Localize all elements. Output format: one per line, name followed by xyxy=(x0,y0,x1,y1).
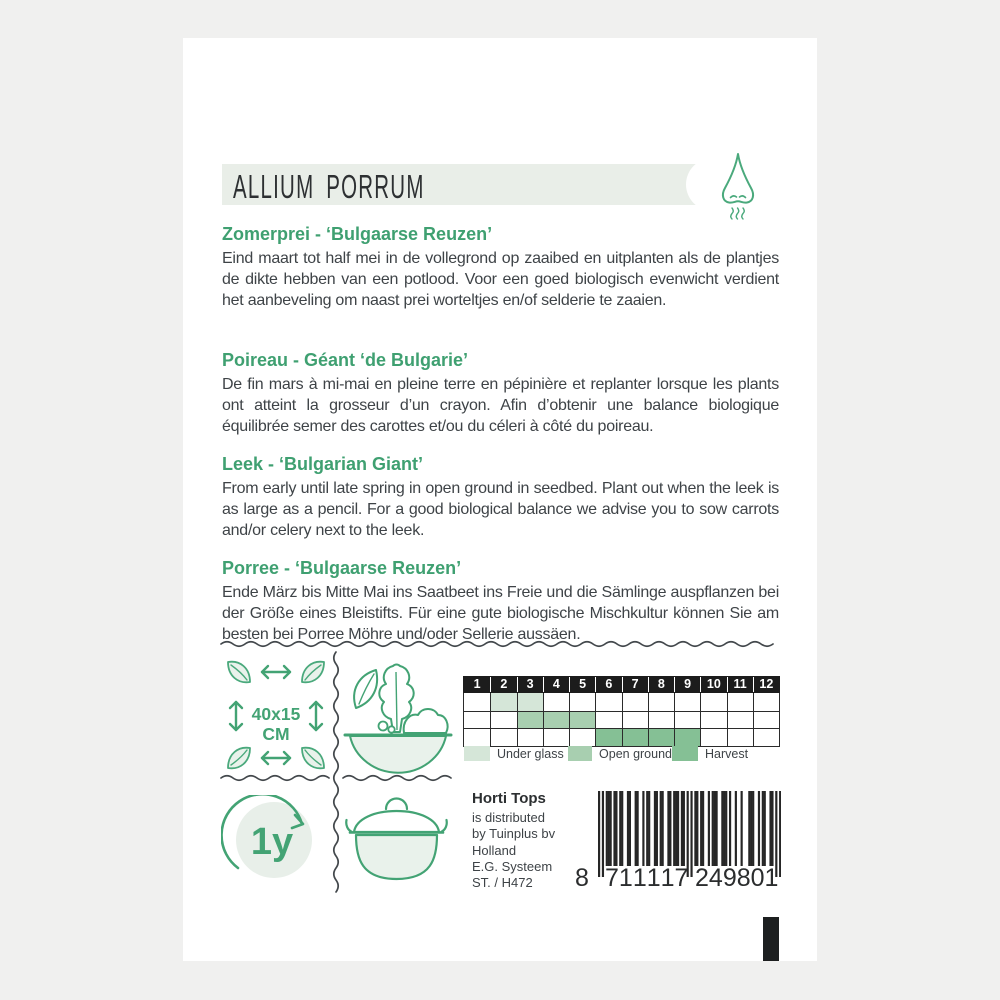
calendar-cell xyxy=(622,711,648,729)
calendar-cell xyxy=(543,728,569,746)
calendar-cell xyxy=(490,728,516,746)
calendar-cell xyxy=(727,693,753,711)
barcode-digit: 1 xyxy=(646,864,661,892)
calendar-month-cell: 9 xyxy=(674,677,700,692)
distributor-info xyxy=(472,790,592,891)
barcode-digit: 8 xyxy=(736,864,751,892)
calendar-cell xyxy=(595,728,621,746)
calendar-cell xyxy=(464,693,490,711)
legend-swatch xyxy=(464,746,490,761)
calendar-cell xyxy=(595,693,621,711)
section-french xyxy=(222,348,779,437)
species-title: ALLIUM PORRUM xyxy=(233,168,425,205)
distributor-lines xyxy=(472,810,592,891)
barcode-digit: 7 xyxy=(674,864,689,892)
calendar-month-cell: 6 xyxy=(595,677,621,692)
calendar-cell xyxy=(517,728,543,746)
barcode-digits-left xyxy=(605,864,689,893)
calendar-month-cell: 8 xyxy=(648,677,674,692)
barcode-digit: 0 xyxy=(750,864,765,892)
legend-label: Under glass xyxy=(497,746,564,761)
calendar-month-cell: 4 xyxy=(543,677,569,692)
calendar-cell xyxy=(648,693,674,711)
cycle-duration-label: 1y xyxy=(250,821,294,863)
section-body: Ende März bis Mitte Mai ins Saatbeet ins Freie und die Sämlinge auspflanzen bei der Größe eines Bleistifts. Für eine gute biologische Mischkultur können Sie am besten bei Porree Möhre und/oder Sellerie aussäen. xyxy=(222,584,779,643)
calendar-cell xyxy=(727,711,753,729)
section-heading: Zomerprei - ‘Bulgaarse Reuzen’ xyxy=(222,224,493,244)
calendar-cell xyxy=(464,728,490,746)
distributor-line: E.G. Systeem xyxy=(472,858,553,874)
barcode-digit: 1 xyxy=(660,864,675,892)
distributor-line: by Tuinplus bv xyxy=(472,826,556,842)
calendar-month-cell: 3 xyxy=(517,677,543,692)
calendar-cell xyxy=(569,693,595,711)
section-body: From early until late spring in open ground in seedbed. Plant out when the leek is as large as a pencil. For a good biological balance we advise you to sow carrots and/or celery next to the leek. xyxy=(222,480,779,539)
distributor-brand: Horti Tops xyxy=(472,790,546,807)
barcode-digit: 4 xyxy=(708,864,723,892)
section-german xyxy=(222,556,779,645)
calendar-cell xyxy=(622,693,648,711)
salad-bowl-icon xyxy=(343,654,453,774)
divider-squiggle-vertical xyxy=(332,651,340,893)
calendar-month-cell: 7 xyxy=(622,677,648,692)
calendar-month-cell: 11 xyxy=(727,677,753,692)
calendar-cell xyxy=(569,711,595,729)
section-body: Eind maart tot half mei in de vollegrond op zaaibed en uitplanten als de plantjes de dikte hebben van een potlood. Voor een goed biologisch evenwicht verdient het aanbeveling om naast prei worteltjes en/of selderie te zaaien. xyxy=(222,250,779,309)
calendar-cell xyxy=(700,711,726,729)
calendar-cell xyxy=(753,693,779,711)
calendar-cell xyxy=(753,728,779,746)
section-heading: Poireau - Géant ‘de Bulgarie’ xyxy=(222,350,469,370)
sowing-calendar xyxy=(463,676,780,747)
barcode-digit: 1 xyxy=(764,864,779,892)
barcode-digit: 2 xyxy=(695,864,709,892)
calendar-cell xyxy=(753,711,779,729)
calendar-cell xyxy=(700,728,726,746)
calendar-grid xyxy=(463,693,780,747)
calendar-cell xyxy=(648,728,674,746)
divider-squiggle-middle xyxy=(342,774,456,782)
spacing-unit: CM xyxy=(262,724,290,744)
section-heading: Leek - ‘Bulgarian Giant’ xyxy=(222,454,424,474)
seed-packet-back xyxy=(183,38,817,961)
calendar-cell xyxy=(490,693,516,711)
calendar-month-cell: 1 xyxy=(473,677,481,691)
calendar-cell xyxy=(700,693,726,711)
calendar-cell xyxy=(543,711,569,729)
calendar-cell xyxy=(569,728,595,746)
calendar-cell xyxy=(517,693,543,711)
legend-item xyxy=(672,746,776,761)
calendar-month-cell: 10 xyxy=(700,677,726,692)
cooking-pot-icon xyxy=(345,792,449,892)
calendar-cell xyxy=(464,711,490,729)
section-body: De fin mars à mi-mai en pleine terre en pépinière et replanter lorsque les plants ont atteint la grosseur d’un crayon. Afin d’obtenir une balance biologique équilibrée semer des carottes et/ou du céleri à côté du poireau. xyxy=(222,376,779,435)
nose-icon xyxy=(715,151,761,221)
barcode-digit: 7 xyxy=(605,864,619,892)
calendar-month-cell: 2 xyxy=(490,677,516,692)
legend-item xyxy=(568,746,672,761)
barcode-digits-right xyxy=(695,864,779,893)
calendar-cell xyxy=(727,728,753,746)
distributor-line: Holland xyxy=(472,842,517,858)
spacing-value: 40x15 xyxy=(251,704,301,724)
calendar-cell xyxy=(674,728,700,746)
spacing-dimensions-label xyxy=(240,704,312,744)
barcode-digit: 9 xyxy=(722,864,737,892)
calendar-legend xyxy=(464,746,781,761)
calendar-month-cell: 5 xyxy=(569,677,595,692)
calendar-cell xyxy=(674,711,700,729)
calendar-cell xyxy=(648,711,674,729)
section-heading: Porree - ‘Bulgaarse Reuzen’ xyxy=(222,558,462,578)
barcode-digit: 1 xyxy=(618,864,633,892)
calendar-cell xyxy=(517,711,543,729)
calendar-cell xyxy=(595,711,621,729)
distributor-line: ST. / H472 xyxy=(472,875,533,891)
calendar-cell xyxy=(622,728,648,746)
barcode-digit-first: 8 xyxy=(575,864,589,892)
barcode-digit: 1 xyxy=(632,864,647,892)
print-registration-mark xyxy=(763,917,779,961)
legend-label: Harvest xyxy=(705,746,749,761)
section-dutch xyxy=(222,222,779,311)
calendar-month-header xyxy=(463,676,780,693)
calendar-month-cell: 12 xyxy=(753,677,779,692)
legend-swatch xyxy=(568,746,592,761)
calendar-cell xyxy=(543,693,569,711)
species-banner xyxy=(222,164,712,205)
distributor-line: is distributed xyxy=(472,810,545,825)
divider-squiggle-top xyxy=(220,640,782,648)
legend-item xyxy=(464,746,568,761)
legend-label: Open ground xyxy=(599,746,672,761)
legend-swatch xyxy=(672,746,698,761)
section-english xyxy=(222,452,779,541)
divider-squiggle-middle xyxy=(220,774,332,782)
calendar-cell xyxy=(490,711,516,729)
calendar-cell xyxy=(674,693,700,711)
